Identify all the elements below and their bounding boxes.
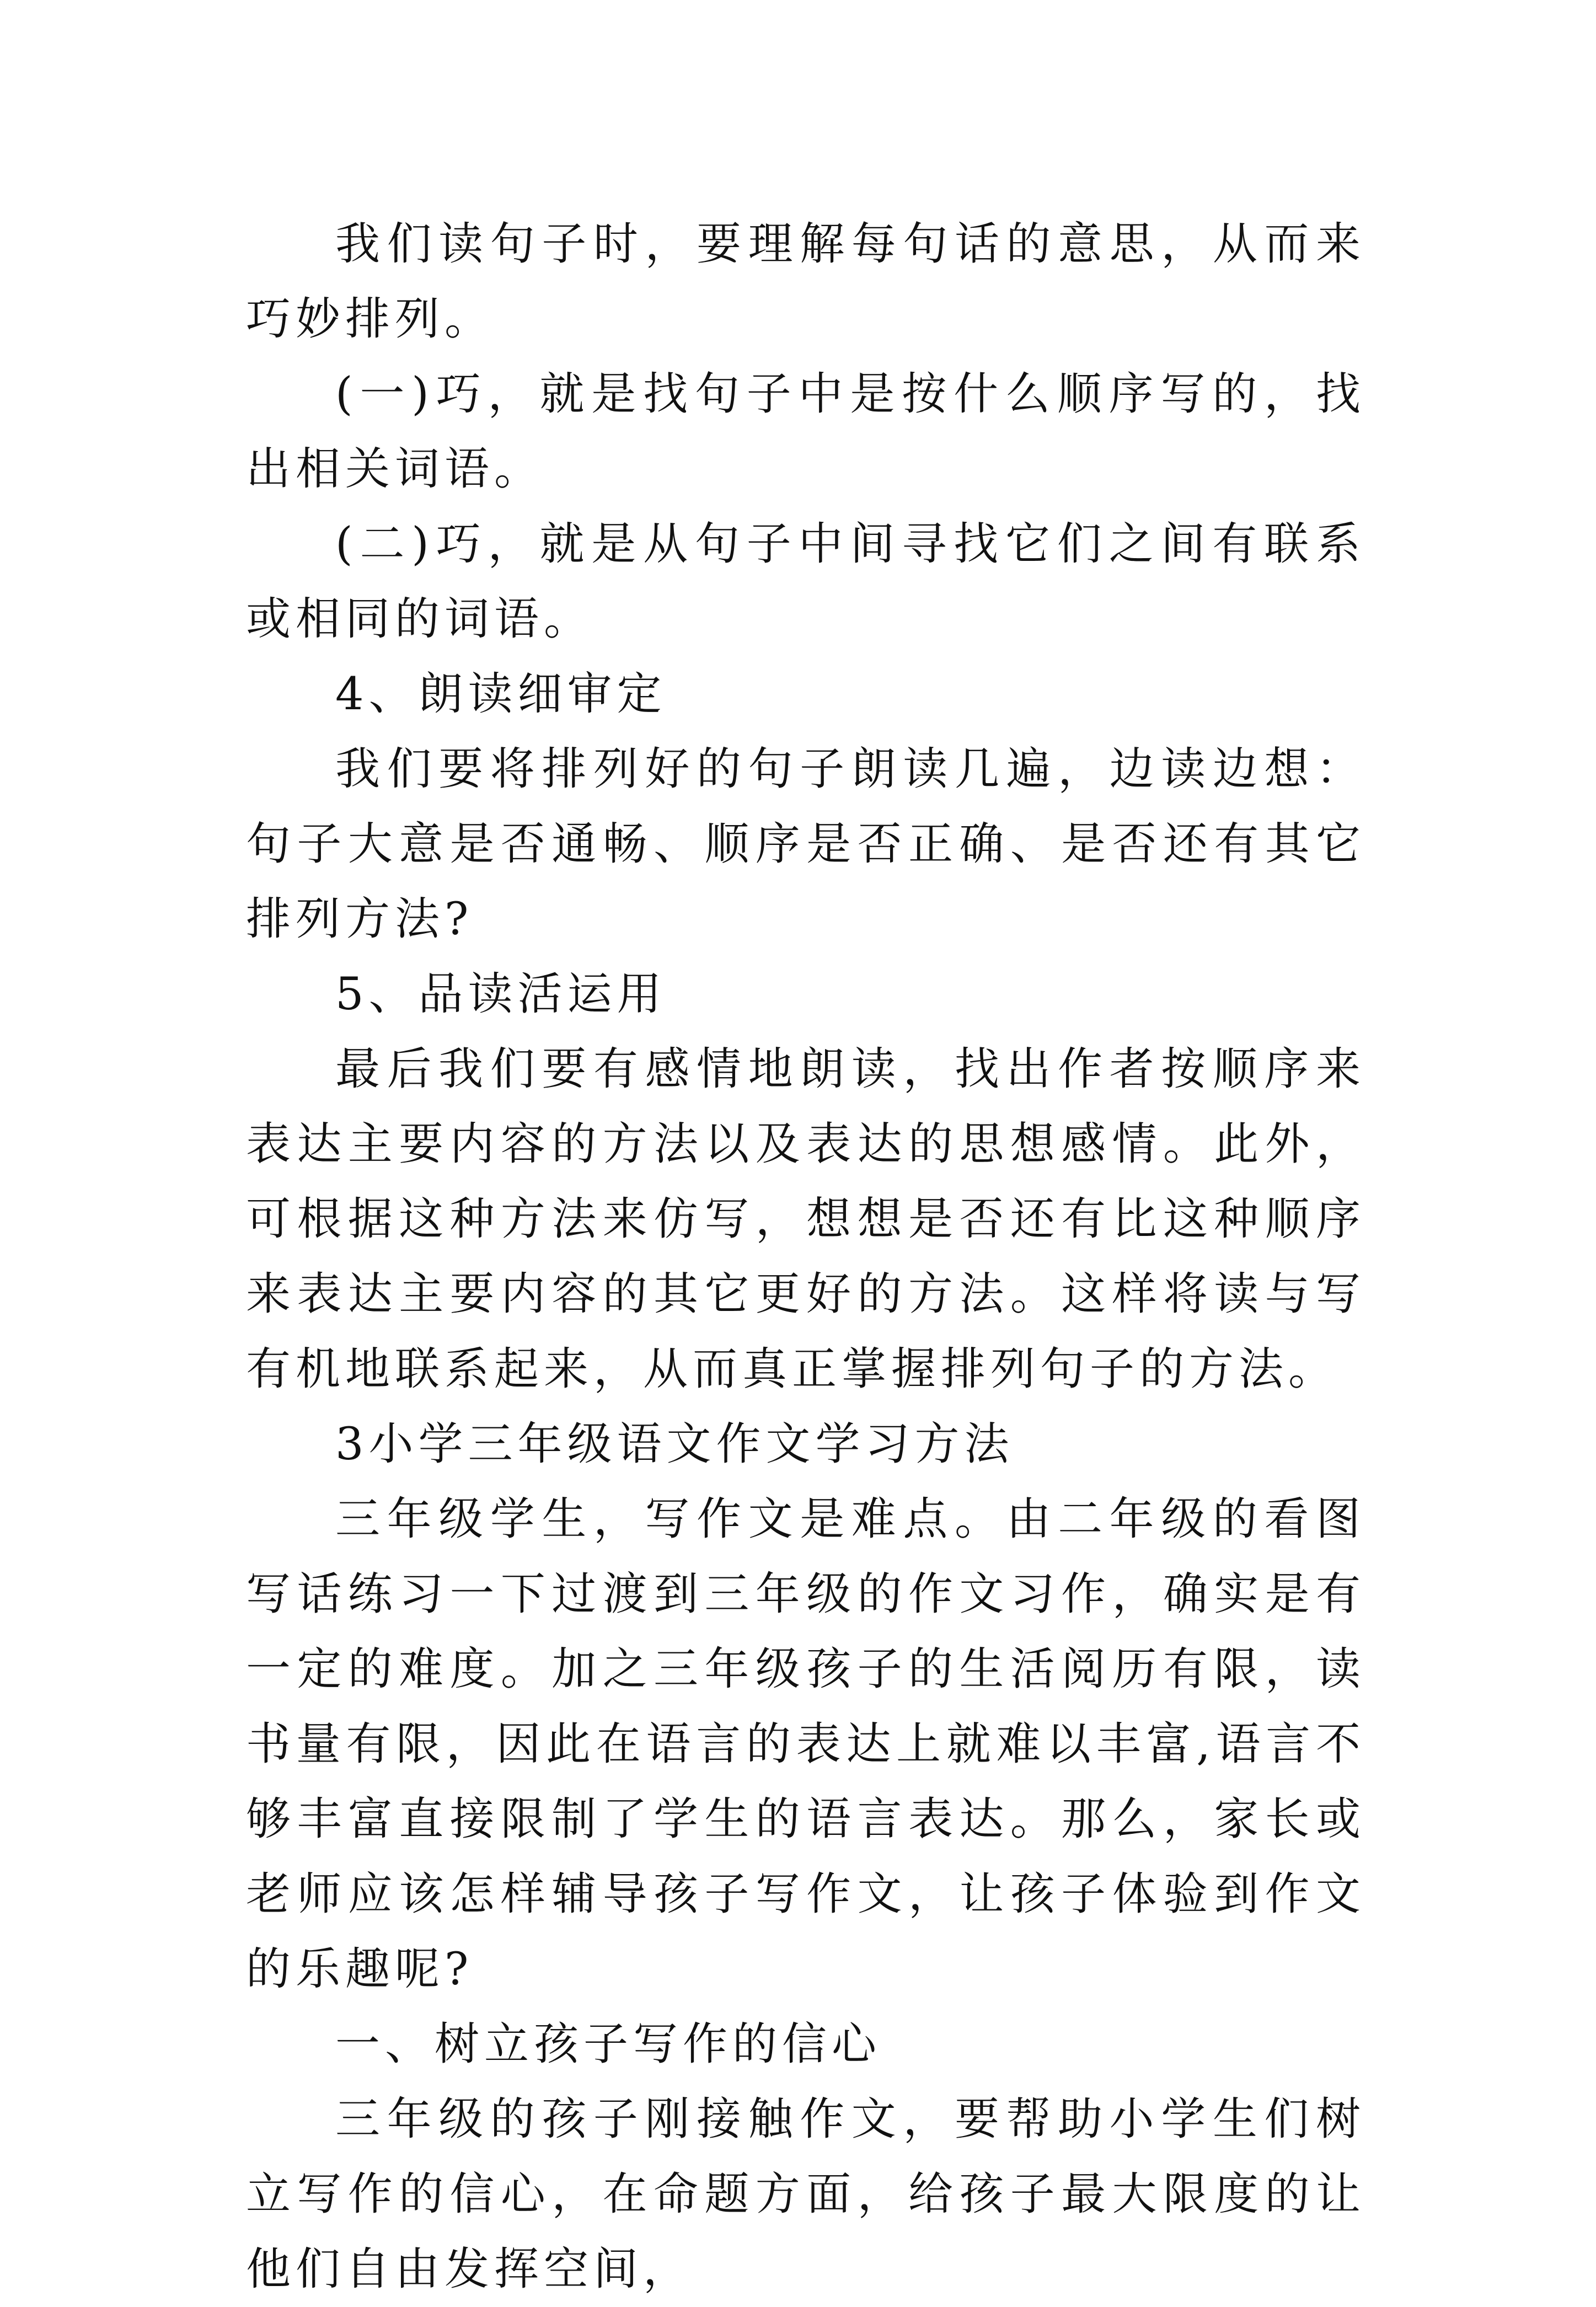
- paragraph-intro: 我们读句子时，要理解每句话的意思，从而来巧妙排列。: [246, 218, 1365, 345]
- paragraph-application: 最后我们要有感情地朗读，找出作者按顺序来表达主要内容的方法以及表达的思想感情。此外，可根据这种方法来仿写，想想是否还有比这种顺序来表达主要内容的其它更好的方法。这样将读与写有机地联系起来，从而真正掌握排列句子的方法。: [246, 1043, 1365, 1395]
- section-heading-4: 4、朗读细审定: [335, 668, 667, 720]
- section-heading-3-grade: 3小学三年级语文作文学习方法: [335, 1419, 1014, 1470]
- paragraph-method-one: (一)巧，就是找句子中是按什么顺序写的，找出相关词语。: [246, 368, 1365, 495]
- paragraph-method-two: (二)巧，就是从句子中间寻找它们之间有联系或相同的词语。: [246, 518, 1365, 645]
- document-page: [246, 207, 1365, 2307]
- section-heading-5: 5、品读活运用: [335, 968, 667, 1020]
- paragraph-confidence: 三年级的孩子刚接触作文，要帮助小学生们树立写作的信心，在命题方面，给孩子最大限度的让他们自由发挥空间，: [246, 2094, 1365, 2295]
- paragraph-reading: 我们要将排列好的句子朗读几遍，边读边想：句子大意是否通畅、顺序是否正确、是否还有其它排列方法?: [246, 743, 1365, 945]
- section-heading-confidence: 一、树立孩子写作的信心: [335, 2019, 882, 2070]
- paragraph-third-grade-writing: 三年级学生，写作文是难点。由二年级的看图写话练习一下过渡到三年级的作文习作，确实是有一定的难度。加之三年级孩子的生活阅历有限，读书量有限，因此在语言的表达上就难以丰富,语言不够丰富直接限制了学生的语言表达。那么，家长或老师应该怎样辅导孩子写作文，让孩子体验到作文的乐趣呢?: [246, 1494, 1365, 1995]
